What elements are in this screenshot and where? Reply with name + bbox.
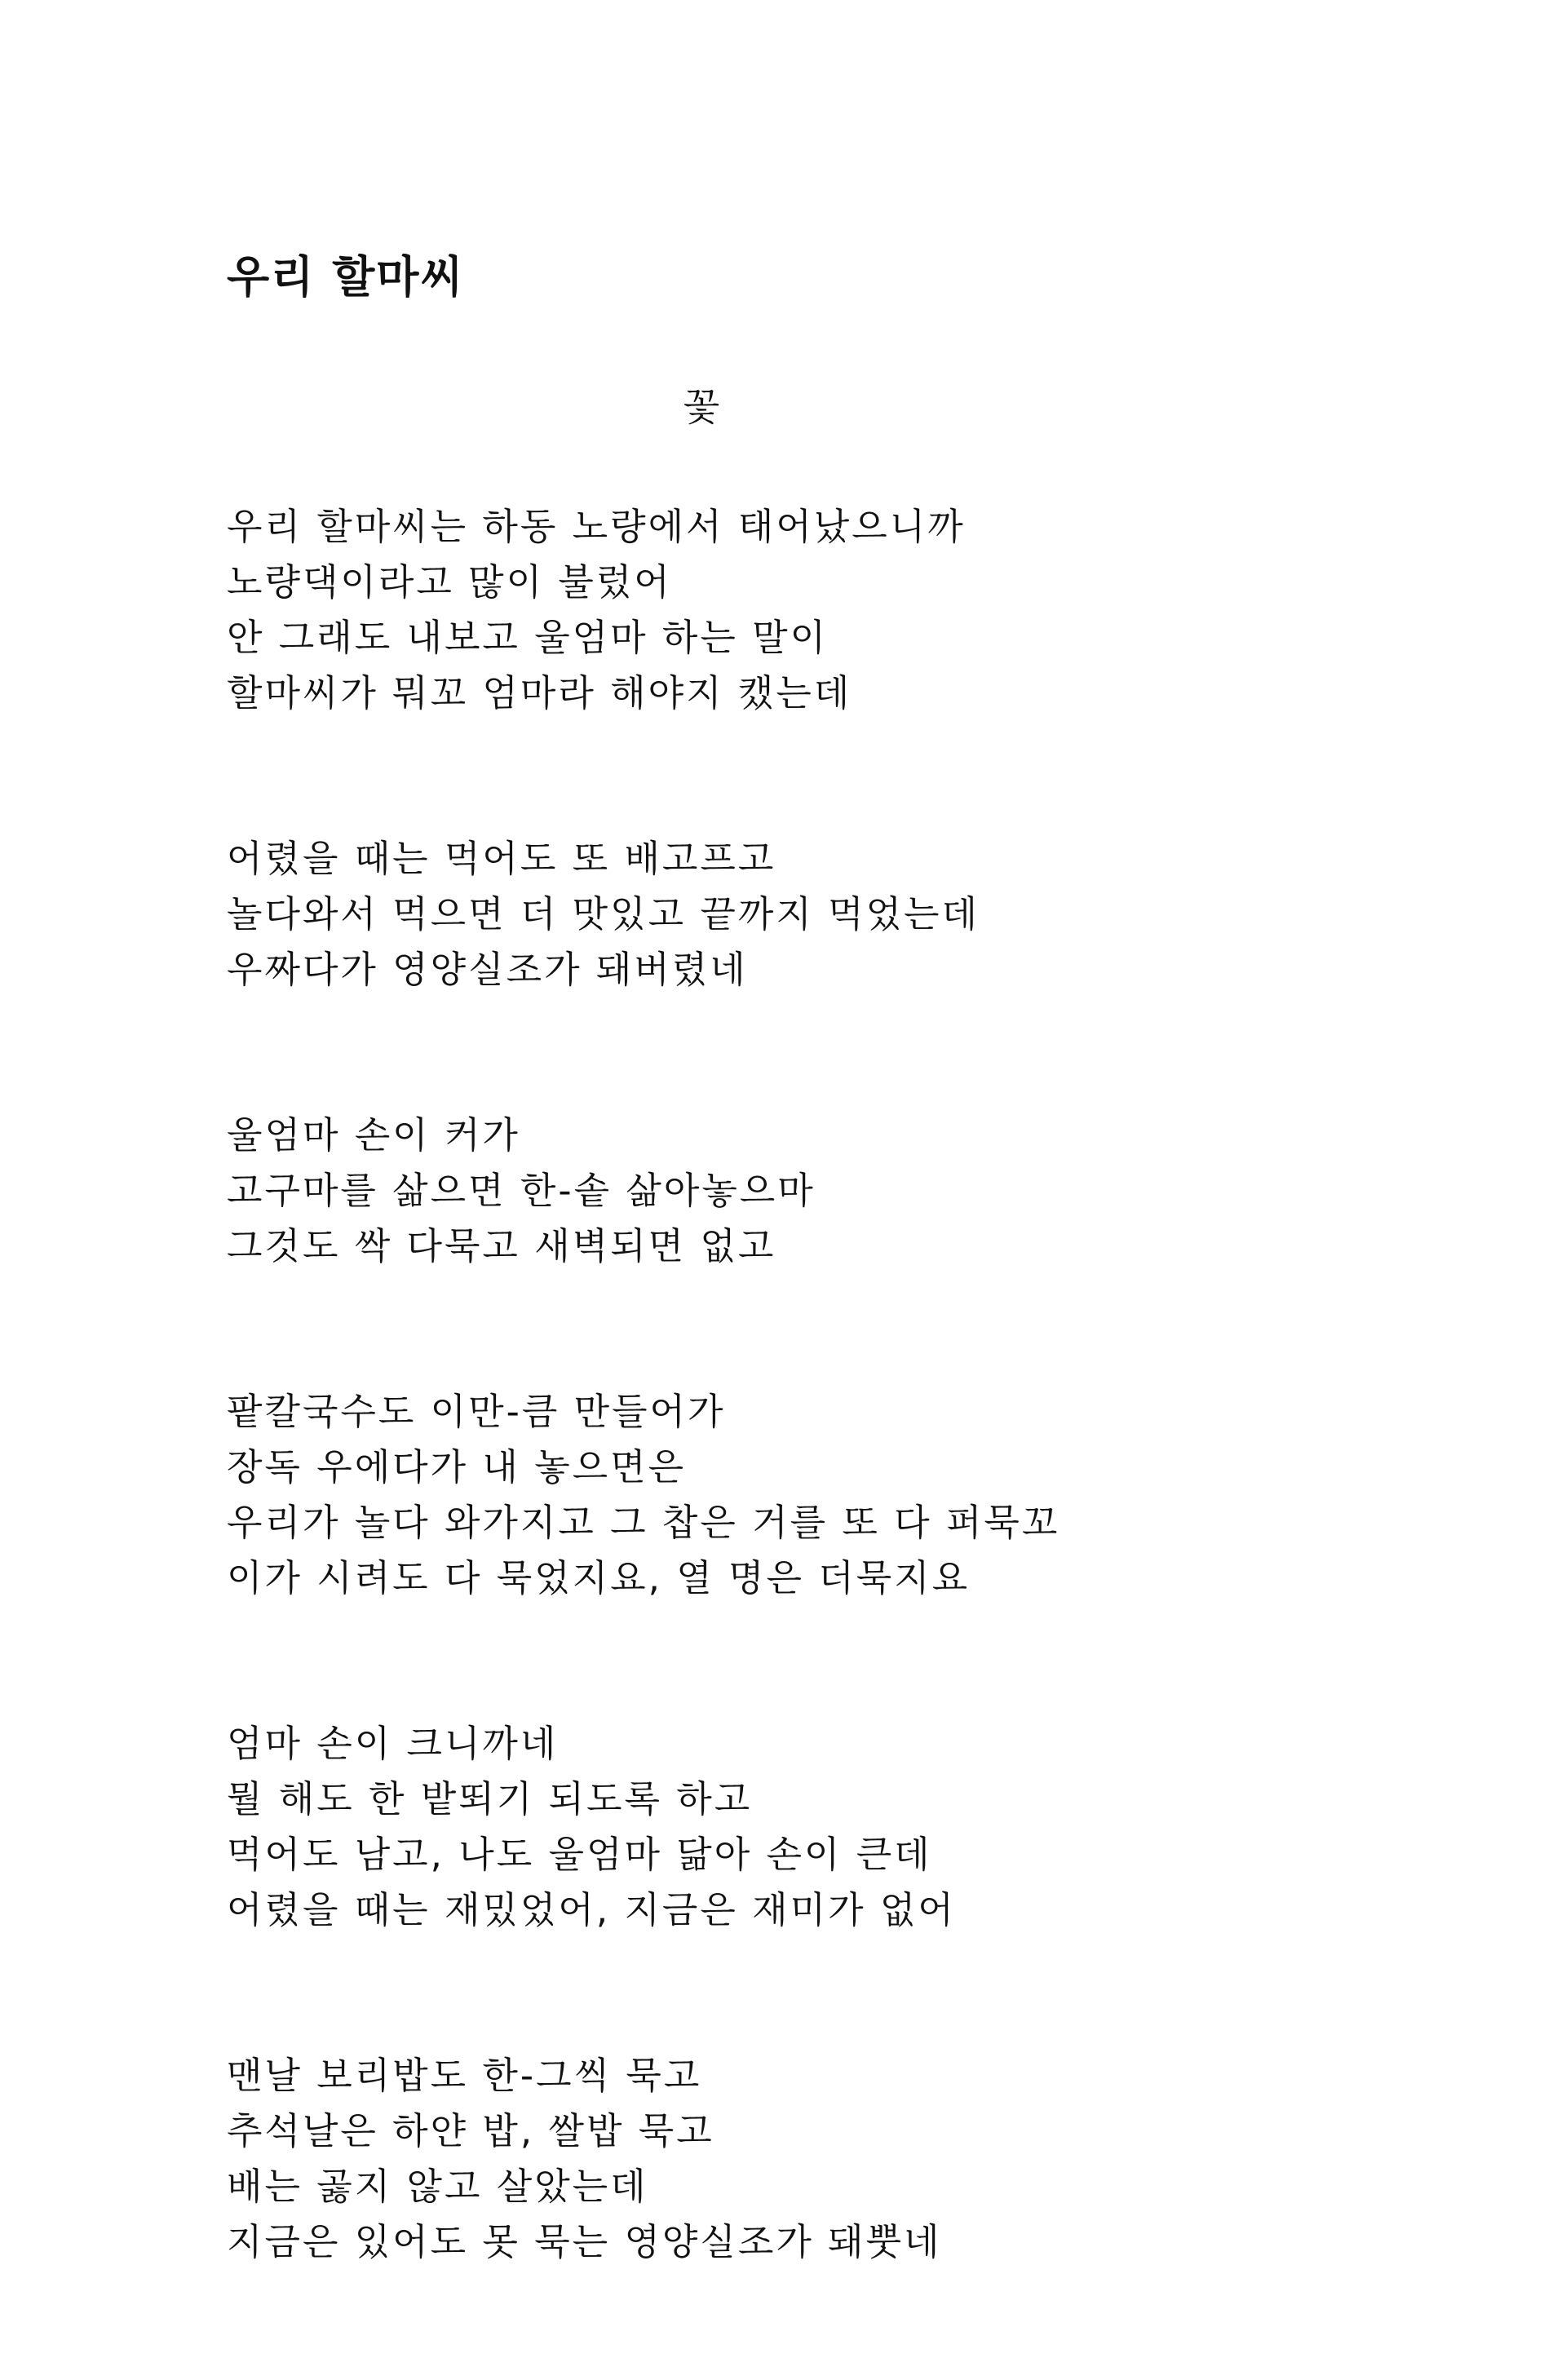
- poem-stanza: [227, 499, 1401, 721]
- poem-line: 맨날 보리밥도 한-그씩 묵고: [227, 2054, 702, 2097]
- poem-stanza: [227, 831, 1401, 998]
- poem-line: 배는 곯지 않고 살았는데: [227, 2165, 648, 2208]
- poem-body: [227, 499, 1401, 2380]
- poem-line: 뭘 해도 한 밭뙤기 되도록 하고: [227, 1777, 753, 1820]
- poem-line: 노량댁이라고 많이 불렀어: [227, 560, 672, 604]
- poem-line: 추석날은 하얀 밥, 쌀밥 묵고: [227, 2109, 714, 2152]
- poem-line: 우리가 놀다 와가지고 그 찹은 거를 또 다 퍼묵꼬: [227, 1501, 1060, 1544]
- poem-stanza: [227, 1384, 1401, 1606]
- poem-line: 지금은 있어도 못 묵는 영양실조가 돼뿟네: [227, 2220, 942, 2263]
- poem-line: 할마씨가 뭐꼬 엄마라 해야지 캤는데: [227, 671, 852, 714]
- poem-line: 먹어도 남고, 나도 울엄마 닮아 손이 큰데: [227, 1833, 932, 1876]
- poem-title: 우리 할마씨: [227, 251, 465, 303]
- poem-stanza: [227, 1108, 1401, 1274]
- poem-line: 어렸을 때는 먹어도 또 배고프고: [227, 837, 776, 880]
- poem-line: 놀다와서 먹으면 더 맛있고 끝까지 먹었는데: [227, 892, 980, 936]
- poem-stanza: [227, 1716, 1401, 1938]
- poem-author: 꽃: [683, 385, 720, 429]
- poem-stanza: [227, 2048, 1401, 2270]
- poem-line: 우짜다가 영양실조가 돼버렸네: [227, 948, 748, 991]
- poem-line: 팥칼국수도 이만-큼 만들어가: [227, 1390, 726, 1433]
- poem-line: 장독 우에다가 내 놓으면은: [227, 1445, 687, 1489]
- poem-line: 이가 시려도 다 묵었지요, 열 명은 더묵지요: [227, 1556, 971, 1599]
- poem-line: 안 그래도 내보고 울엄마 하는 말이: [227, 616, 829, 659]
- poem-line: 그것도 싹 다묵고 새벽되면 없고: [227, 1224, 776, 1267]
- poem-line: 엄마 손이 크니까네: [227, 1722, 559, 1765]
- poem-line: 우리 할마씨는 하동 노량에서 태어났으니까: [227, 505, 966, 548]
- poem-line: 울엄마 손이 커가: [227, 1113, 520, 1157]
- poem-line: 어렸을 때는 재밌었어, 지금은 재미가 없어: [227, 1888, 956, 1931]
- poem-line: 고구마를 삶으면 한-솥 삶아놓으마: [227, 1169, 816, 1212]
